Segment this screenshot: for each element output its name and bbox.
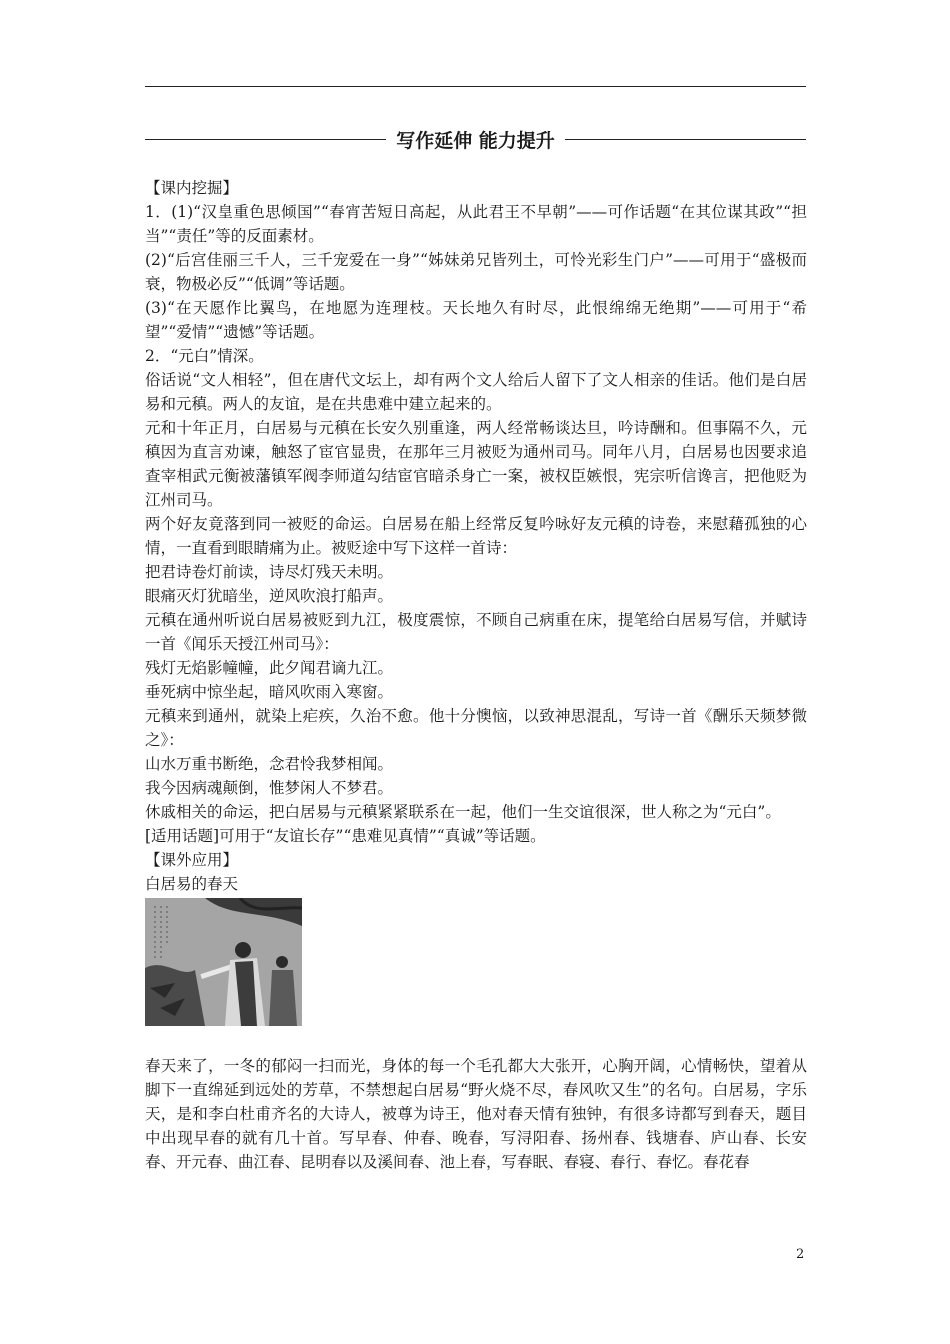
heading-rule-left xyxy=(145,139,386,140)
paragraph: 元稹在通州听说白居易被贬到九江，极度震惊，不顾自己病重在床，提笔给白居易写信，并赋诗一首《闻乐天授江州司马》： xyxy=(145,611,807,653)
paragraph: (3)“在天愿作比翼鸟，在地愿为连理枝。天长地久有时尽，此恨绵绵无绝期”——可用于“希望”“爱情”“遗憾”等话题。 xyxy=(145,299,807,341)
article-subtitle: 白居易的春天 xyxy=(145,875,239,893)
poem-line: 垂死病中惊坐起，暗风吹雨入寒窗。 xyxy=(145,683,394,701)
paragraph: 1．(1)“汉皇重色思倾国”“春宵苦短日高起，从此君王不早朝”——可作话题“在其位谋其政”“担当”“责任”等的反面素材。 xyxy=(145,203,807,245)
heading-title: 写作延伸 能力提升 xyxy=(396,129,555,152)
poem-line: 我今因病魂颠倒，惟梦闲人不梦君。 xyxy=(145,779,394,797)
page-number: 2 xyxy=(796,1247,805,1262)
header-rule xyxy=(145,86,806,87)
heading-rule-right xyxy=(565,139,806,140)
section-label-classroom: 【课内挖掘】 xyxy=(145,179,239,197)
section-label-extracurricular: 【课外应用】 xyxy=(145,851,239,869)
paragraph: 两个好友竟落到同一被贬的命运。白居易在船上经常反复吟咏好友元稹的诗卷，来慰藉孤独的心情，一直看到眼睛痛为止。被贬途中写下这样一首诗： xyxy=(145,515,807,557)
poem-line: 把君诗卷灯前读，诗尽灯残天未明。 xyxy=(145,563,394,581)
painting-illustration xyxy=(145,898,302,1026)
paragraph: 元和十年正月，白居易与元稹在长安久别重逢，两人经常畅谈达旦，吟诗酬和。但事隔不久，元稹因为直言劝谏，触怒了宦官显贵，在那年三月被贬为通州司马。同年八月，白居易也因要求追查宰相武元衡被藩镇军阀李师道勾结宦官暗杀身亡一案，被权臣嫉恨，宪宗听信谗言，把他贬为江州司马。 xyxy=(145,419,807,509)
poem-line: 眼痛灭灯犹暗坐，逆风吹浪打船声。 xyxy=(145,587,394,605)
topic-note: [适用话题]可用于“友谊长存”“患难见真情”“真诚”等话题。 xyxy=(145,827,546,845)
poem-line: 山水万重书断绝，念君怜我梦相闻。 xyxy=(145,755,394,773)
paragraph: 俗话说“文人相轻”，但在唐代文坛上，却有两个文人给后人留下了文人相亲的佳话。他们是白居易和元稹。两人的友谊，是在共患难中建立起来的。 xyxy=(145,371,807,413)
document-body xyxy=(145,176,807,1174)
article-body: 春天来了，一冬的郁闷一扫而光，身体的每一个毛孔都大大张开，心胸开阔，心情畅快，望着从脚下一直绵延到远处的芳草，不禁想起白居易“野火烧不尽，春风吹又生”的名句。白居易，字乐天，是和李白杜甫齐名的大诗人，被尊为诗王，他对春天情有独钟，有很多诗都写到春天，题目中出现早春的就有几十首。写早春、仲春、晚春，写浔阳春、扬州春、钱塘春、庐山春、长安春、开元春、曲江春、昆明春以及溪间春、池上春，写春眠、春寝、春行、春忆。春花春 xyxy=(145,1057,807,1171)
poem-line: 残灯无焰影幢幢，此夕闻君谪九江。 xyxy=(145,659,394,677)
section-heading xyxy=(145,122,806,156)
paragraph: 2．“元白”情深。 xyxy=(145,347,264,365)
paragraph: 元稹来到通州，就染上疟疾，久治不愈。他十分懊恼，以致神思混乱，写诗一首《酬乐天频梦微之》： xyxy=(145,707,807,749)
paragraph: 休戚相关的命运，把白居易与元稹紧紧联系在一起，他们一生交谊很深，世人称之为“元白”。 xyxy=(145,803,781,821)
paragraph: (2)“后宫佳丽三千人，三千宠爱在一身”“姊妹弟兄皆列土，可怜光彩生门户”——可用于“盛极而衰，物极必反”“低调”等话题。 xyxy=(145,251,807,293)
